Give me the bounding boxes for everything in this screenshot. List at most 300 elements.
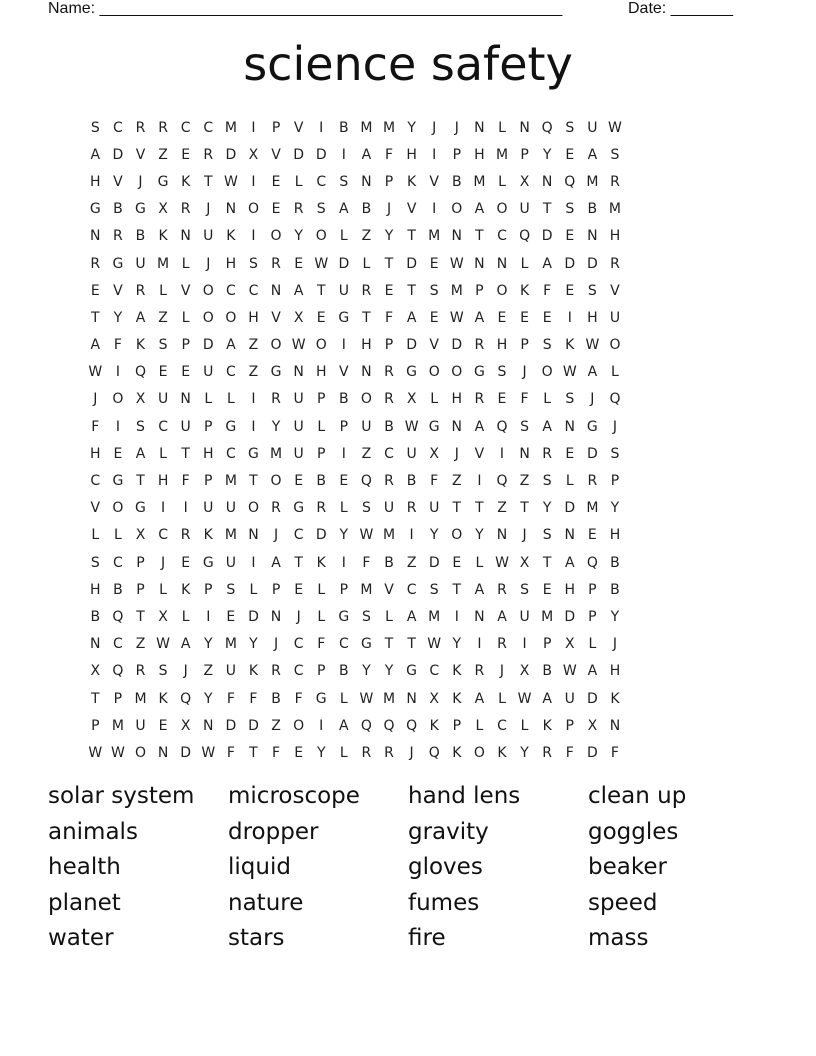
grid-letter: R [384, 473, 394, 490]
grid-letter: R [610, 255, 620, 272]
grid-letter: V [271, 309, 281, 326]
grid-row [84, 386, 626, 413]
grid-letter: F [362, 554, 371, 571]
grid-letter: T [407, 636, 416, 653]
grid-letter: O [202, 309, 214, 326]
grid-letter: S [249, 255, 258, 272]
grid-letter: T [407, 282, 416, 299]
grid-letter: F [181, 473, 190, 490]
grid-letter: N [293, 364, 304, 381]
grid-letter: R [361, 282, 372, 299]
grid-letter: E [565, 228, 575, 245]
header-line [48, 0, 733, 18]
grid-letter: I [115, 418, 120, 435]
grid-letter: S [497, 364, 507, 381]
grid-letter: D [564, 255, 576, 272]
grid-letter: C [406, 581, 417, 598]
grid-letter: G [135, 500, 146, 517]
grid-letter: S [158, 337, 168, 354]
grid-letter: N [225, 201, 237, 218]
grid-letter: E [294, 581, 304, 598]
grid-letter: L [226, 391, 235, 408]
date-field-label: Date: _______ [628, 0, 733, 17]
grid-letter: J [409, 744, 414, 761]
grid-letter: M [134, 690, 147, 707]
grid-letter: L [339, 744, 348, 761]
grid-letter: R [113, 228, 123, 245]
grid-row [84, 522, 626, 549]
grid-letter: Q [541, 119, 553, 136]
grid-letter: Q [180, 690, 192, 707]
grid-letter: K [452, 744, 462, 761]
grid-letter: E [565, 282, 575, 299]
grid-letter: J [522, 364, 527, 381]
grid-letter: I [341, 554, 346, 571]
grid-letter: O [496, 282, 508, 299]
grid-letter: W [585, 337, 600, 354]
grid-letter: N [519, 445, 530, 462]
grid-letter: E [339, 473, 349, 490]
grid-letter: K [135, 337, 146, 354]
grid-letter: D [586, 445, 598, 462]
grid-letter: E [158, 717, 168, 734]
grid-letter: V [610, 282, 620, 299]
grid-row [84, 277, 626, 304]
grid-letter: J [93, 391, 98, 408]
grid-letter: N [180, 391, 191, 408]
word-list-item: dropper [228, 818, 319, 845]
grid-letter: P [520, 337, 529, 354]
grid-letter: O [112, 391, 124, 408]
grid-letter: X [564, 636, 575, 653]
grid-letter: Y [452, 636, 462, 653]
grid-letter: Z [271, 717, 281, 734]
grid-letter: S [361, 608, 371, 625]
grid-letter: A [135, 309, 146, 326]
grid-letter: J [273, 636, 279, 653]
grid-letter: U [609, 309, 621, 326]
grid-letter: S [542, 337, 552, 354]
grid-letter: X [293, 309, 304, 326]
grid-letter: D [586, 690, 598, 707]
grid-letter: B [361, 201, 372, 218]
grid-letter: M [382, 119, 396, 136]
grid-letter: E [90, 282, 100, 299]
grid-letter: C [293, 663, 304, 680]
grid-letter: W [562, 663, 577, 680]
grid-letter: Y [520, 744, 529, 761]
grid-letter: F [226, 690, 235, 707]
grid-letter: R [135, 119, 146, 136]
grid-letter: Y [384, 228, 394, 245]
grid-letter: M [495, 146, 509, 163]
grid-letter: L [159, 445, 167, 462]
grid-letter: B [339, 391, 349, 408]
grid-letter: B [384, 418, 394, 435]
grid-letter: B [451, 173, 462, 190]
grid-row [84, 495, 626, 522]
grid-letter: S [429, 581, 439, 598]
grid-letter: L [91, 527, 100, 544]
grid-letter: F [520, 391, 529, 408]
grid-letter: N [564, 527, 575, 544]
grid-letter: E [497, 391, 507, 408]
grid-letter: V [180, 282, 191, 299]
grid-letter: I [432, 146, 437, 163]
grid-letter: B [587, 201, 598, 218]
grid-letter: C [497, 717, 507, 734]
grid-letter: B [384, 554, 394, 571]
grid-letter: R [474, 663, 485, 680]
grid-letter: K [203, 527, 213, 544]
grid-letter: F [384, 309, 394, 326]
grid-letter: Y [475, 527, 484, 544]
grid-letter: N [270, 608, 282, 625]
grid-letter: A [587, 146, 598, 163]
grid-letter: V [113, 282, 123, 299]
grid-letter: M [382, 690, 396, 707]
grid-letter: A [293, 282, 304, 299]
grid-row [84, 114, 626, 141]
grid-row [84, 413, 626, 440]
grid-letter: D [225, 717, 237, 734]
grid-letter: P [452, 717, 462, 734]
grid-letter: C [316, 173, 327, 190]
grid-letter: D [338, 255, 350, 272]
grid-letter: L [430, 391, 439, 408]
grid-letter: C [113, 554, 123, 571]
grid-letter: L [475, 554, 484, 571]
grid-letter: D [564, 608, 576, 625]
grid-letter: U [293, 391, 304, 408]
grid-letter: M [224, 119, 237, 136]
grid-letter: G [135, 201, 146, 218]
grid-letter: N [564, 418, 575, 435]
grid-letter: S [542, 473, 552, 490]
grid-letter: R [384, 364, 394, 381]
grid-letter: P [317, 663, 326, 680]
grid-letter: J [161, 554, 166, 571]
word-list-item: fumes [408, 889, 480, 916]
grid-letter: U [564, 690, 575, 707]
grid-letter: N [474, 608, 485, 625]
grid-letter: F [91, 418, 100, 435]
grid-letter: A [542, 418, 552, 435]
grid-letter: A [587, 364, 598, 381]
grid-letter: H [315, 364, 327, 381]
grid-letter: A [339, 201, 349, 218]
grid-letter: M [450, 282, 463, 299]
grid-letter: T [91, 690, 100, 707]
grid-letter: Z [248, 364, 259, 381]
grid-letter: N [157, 744, 169, 761]
grid-letter: O [247, 201, 259, 218]
grid-letter: A [474, 581, 485, 598]
grid-letter: Z [158, 309, 168, 326]
grid-letter: D [202, 337, 214, 354]
grid-letter: M [586, 173, 599, 190]
grid-letter: I [206, 608, 211, 625]
grid-letter: I [251, 228, 256, 245]
grid-letter: C [497, 228, 507, 245]
grid-letter: H [361, 337, 372, 354]
grid-letter: S [90, 119, 100, 136]
grid-letter: E [542, 581, 552, 598]
grid-letter: K [181, 581, 191, 598]
grid-letter: E [429, 255, 439, 272]
grid-letter: M [608, 201, 621, 218]
grid-letter: L [181, 608, 190, 625]
grid-letter: O [270, 228, 282, 245]
grid-letter: D [451, 337, 463, 354]
grid-letter: V [90, 500, 101, 517]
grid-letter: E [294, 744, 304, 761]
grid-letter: H [451, 391, 463, 408]
grid-letter: C [90, 473, 101, 490]
grid-letter: N [587, 228, 598, 245]
grid-letter: J [138, 173, 143, 190]
grid-letter: A [474, 418, 485, 435]
grid-letter: P [136, 581, 145, 598]
grid-letter: S [610, 445, 620, 462]
grid-letter: I [341, 445, 346, 462]
grid-letter: D [406, 255, 417, 272]
grid-letter: V [113, 173, 123, 190]
grid-letter: K [181, 173, 191, 190]
grid-letter: U [293, 445, 304, 462]
grid-letter: R [271, 663, 281, 680]
grid-letter: O [112, 500, 124, 517]
grid-letter: J [454, 445, 459, 462]
grid-letter: U [203, 228, 214, 245]
grid-letter: H [248, 309, 259, 326]
grid-letter: H [90, 581, 101, 598]
grid-letter: W [110, 744, 125, 761]
grid-letter: G [112, 473, 124, 490]
grid-letter: Z [248, 337, 259, 354]
grid-letter: P [113, 690, 123, 707]
grid-letter: Y [407, 119, 416, 136]
grid-letter: I [567, 309, 572, 326]
grid-letter: M [473, 173, 486, 190]
grid-letter: R [180, 527, 191, 544]
grid-letter: K [158, 690, 168, 707]
grid-row [84, 658, 626, 685]
grid-letter: J [206, 255, 211, 272]
grid-letter: I [161, 500, 166, 517]
grid-letter: T [136, 608, 145, 625]
grid-letter: Y [542, 146, 552, 163]
grid-letter: J [183, 663, 188, 680]
grid-letter: B [316, 473, 327, 490]
grid-letter: O [496, 201, 508, 218]
grid-letter: G [428, 418, 440, 435]
grid-letter: U [225, 663, 236, 680]
grid-letter: W [517, 690, 532, 707]
grid-letter: H [203, 445, 214, 462]
grid-letter: C [158, 418, 168, 435]
grid-letter: D [180, 744, 192, 761]
grid-letter: A [361, 146, 372, 163]
grid-letter: U [519, 201, 530, 218]
grid-letter: I [477, 636, 482, 653]
grid-letter: T [181, 445, 190, 462]
grid-letter: G [406, 364, 418, 381]
grid-letter: O [270, 473, 282, 490]
grid-letter: C [113, 119, 123, 136]
grid-letter: E [565, 445, 575, 462]
word-list-item: mass [588, 925, 649, 952]
word-list-item: planet [48, 889, 121, 916]
grid-letter: R [384, 391, 394, 408]
grid-letter: D [564, 500, 576, 517]
grid-letter: E [384, 282, 394, 299]
grid-letter: P [136, 554, 145, 571]
grid-letter: I [522, 636, 527, 653]
grid-letter: L [317, 608, 326, 625]
grid-letter: R [587, 473, 598, 490]
grid-letter: Q [360, 473, 372, 490]
grid-letter: K [429, 717, 439, 734]
grid-letter: E [587, 527, 597, 544]
grid-letter: E [542, 309, 552, 326]
grid-letter: D [315, 527, 327, 544]
grid-letter: I [432, 201, 437, 218]
grid-letter: Y [362, 663, 371, 680]
grid-letter: L [181, 309, 190, 326]
word-search-grid [84, 114, 626, 767]
grid-letter: E [497, 309, 507, 326]
grid-letter: A [587, 663, 598, 680]
grid-letter: B [542, 663, 552, 680]
grid-letter: R [271, 391, 281, 408]
grid-letter: U [135, 255, 146, 272]
grid-letter: P [204, 581, 213, 598]
grid-letter: M [224, 473, 237, 490]
grid-letter: N [180, 228, 191, 245]
grid-letter: Q [112, 608, 124, 625]
grid-letter: W [359, 527, 374, 544]
grid-letter: H [406, 146, 417, 163]
grid-letter: Z [497, 500, 507, 517]
word-list-item: nature [228, 889, 304, 916]
grid-letter: X [519, 173, 530, 190]
grid-letter: E [181, 364, 191, 381]
grid-letter: U [157, 391, 169, 408]
grid-letter: S [565, 391, 575, 408]
grid-letter: I [499, 445, 505, 462]
grid-letter: L [475, 717, 484, 734]
grid-letter: T [316, 282, 326, 299]
grid-letter: H [609, 527, 621, 544]
grid-letter: S [90, 554, 100, 571]
grid-letter: T [542, 201, 552, 218]
grid-letter: R [158, 119, 168, 136]
grid-letter: W [427, 636, 442, 653]
grid-letter: T [384, 255, 394, 272]
grid-letter: J [206, 201, 211, 218]
grid-letter: R [361, 744, 372, 761]
grid-letter: J [273, 527, 279, 544]
grid-letter: J [432, 119, 437, 136]
grid-letter: U [180, 418, 191, 435]
grid-letter: J [499, 663, 505, 680]
grid-letter: U [203, 500, 214, 517]
grid-letter: C [248, 282, 259, 299]
grid-letter: O [609, 337, 621, 354]
grid-letter: V [406, 201, 417, 218]
grid-letter: N [496, 255, 508, 272]
grid-letter: N [361, 364, 372, 381]
grid-letter: S [361, 500, 371, 517]
grid-letter: C [225, 445, 236, 462]
grid-row [84, 332, 626, 359]
grid-letter: H [564, 581, 576, 598]
grid-letter: M [428, 608, 441, 625]
grid-letter: O [247, 500, 259, 517]
grid-letter: P [271, 581, 281, 598]
grid-letter: G [225, 418, 237, 435]
grid-letter: Z [135, 636, 146, 653]
word-list [48, 780, 768, 958]
word-list-item: clean up [588, 783, 687, 809]
grid-letter: R [497, 636, 507, 653]
grid-letter: P [317, 391, 326, 408]
grid-letter: C [225, 282, 236, 299]
grid-letter: Q [383, 717, 395, 734]
grid-letter: V [135, 146, 146, 163]
grid-letter: E [113, 445, 123, 462]
grid-letter: A [474, 309, 485, 326]
grid-row [84, 467, 626, 494]
grid-letter: L [339, 690, 348, 707]
grid-letter: Q [496, 473, 508, 490]
grid-letter: X [429, 445, 439, 462]
grid-letter: U [135, 717, 146, 734]
grid-letter: N [203, 717, 214, 734]
word-list-item: gravity [408, 818, 489, 845]
grid-letter: L [339, 500, 348, 517]
grid-letter: Z [452, 473, 462, 490]
grid-letter: D [248, 717, 259, 734]
grid-letter: X [158, 608, 168, 625]
grid-letter: L [565, 473, 574, 490]
grid-letter: A [90, 146, 101, 163]
grid-letter: Y [384, 663, 394, 680]
grid-letter: N [451, 418, 463, 435]
grid-letter: Y [203, 690, 213, 707]
grid-letter: F [113, 337, 122, 354]
grid-letter: A [564, 554, 575, 571]
grid-letter: B [113, 581, 123, 598]
grid-letter: P [181, 337, 190, 354]
grid-letter: M [224, 636, 237, 653]
grid-letter: G [338, 608, 350, 625]
grid-letter: X [180, 717, 191, 734]
grid-letter: M [428, 228, 441, 245]
grid-letter: L [159, 282, 167, 299]
grid-letter: J [296, 608, 301, 625]
grid-letter: T [249, 744, 258, 761]
grid-letter: C [158, 527, 168, 544]
grid-letter: M [111, 717, 124, 734]
grid-letter: A [474, 690, 485, 707]
grid-letter: L [317, 581, 326, 598]
grid-letter: R [474, 337, 485, 354]
grid-letter: S [587, 282, 597, 299]
grid-letter: K [610, 690, 620, 707]
grid-letter: C [180, 119, 191, 136]
